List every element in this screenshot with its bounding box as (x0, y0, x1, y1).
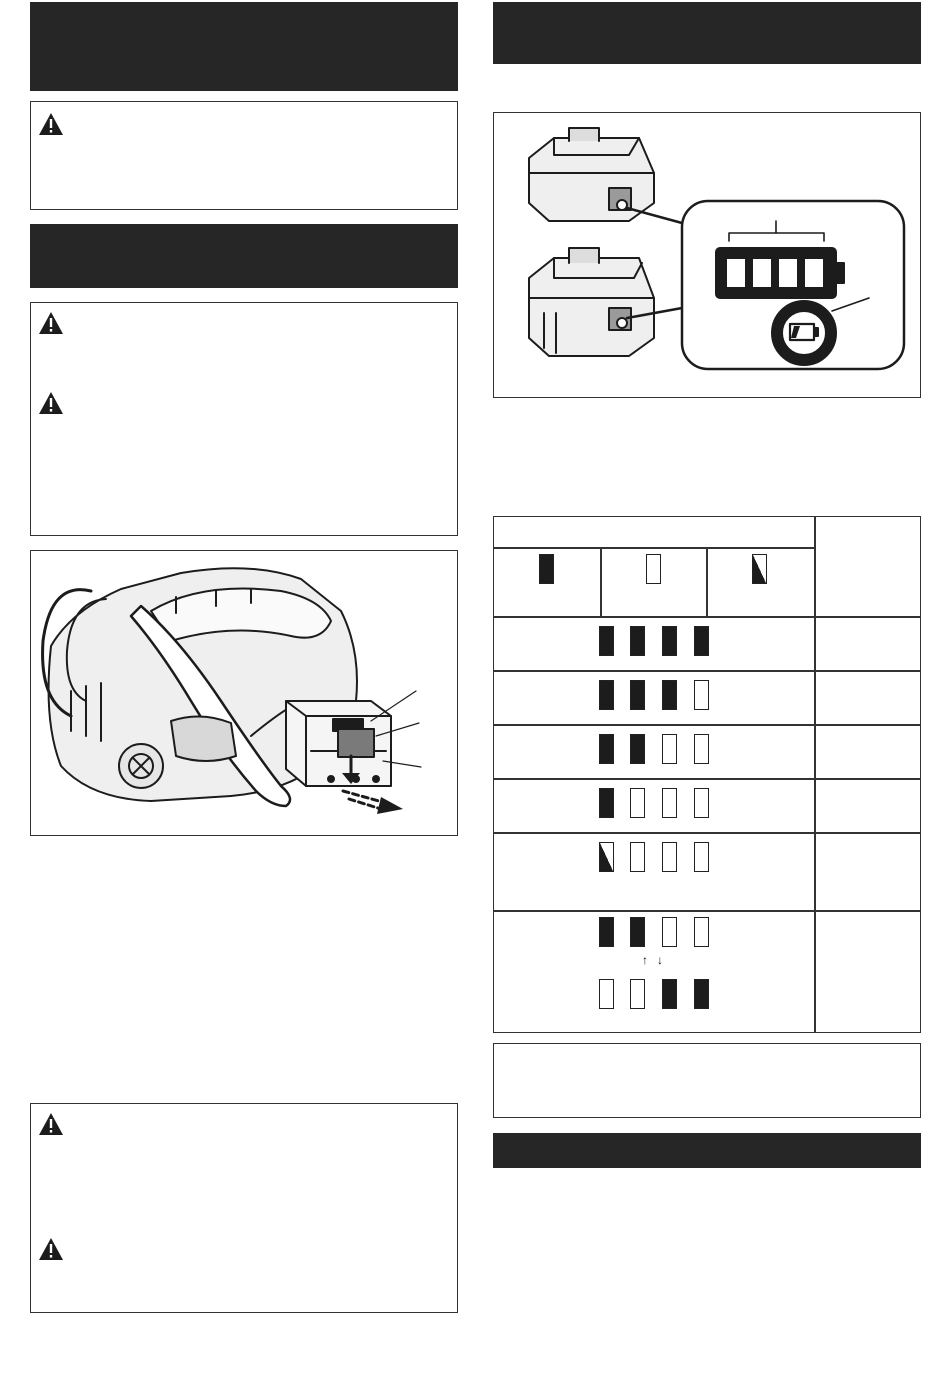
warning-triangle-icon (38, 391, 64, 415)
note-box (493, 1043, 921, 1118)
legend-lighted-indicator (539, 554, 554, 584)
indicator-lamp (694, 979, 709, 1009)
section-header-band (30, 2, 458, 91)
warning-triangle-icon (38, 311, 64, 335)
indicator-lamp (599, 788, 614, 818)
warning-triangle-icon (38, 1237, 64, 1261)
warning-box (30, 302, 458, 536)
indicator-lamp (662, 680, 677, 710)
chainsaw-battery-illustration (30, 550, 458, 836)
indicator-lamp (694, 626, 709, 656)
indicator-lamp (694, 842, 709, 872)
legend-blinking-indicator (752, 554, 767, 584)
table-header-col-divider (600, 547, 602, 617)
indicator-lamp (630, 917, 645, 947)
indicator-lamp (694, 917, 709, 947)
indicator-lamp (694, 788, 709, 818)
indicator-lamp (599, 626, 614, 656)
indicator-lamp (599, 842, 614, 872)
table-row-divider (494, 910, 920, 912)
battery-indicator-illustration (493, 112, 921, 398)
warning-box (30, 1103, 458, 1313)
table-row-divider (494, 778, 920, 780)
indicator-lamp (630, 979, 645, 1009)
table-row-divider (494, 670, 920, 672)
indicator-lamp (662, 734, 677, 764)
chainsaw-drawing (31, 551, 456, 834)
table-header-col-divider (706, 547, 708, 617)
indicator-lamp (630, 842, 645, 872)
indicator-lamp (694, 680, 709, 710)
legend-off-indicator (646, 554, 661, 584)
warning-triangle-icon (38, 1112, 64, 1136)
table-row-divider (494, 724, 920, 726)
battery-drawing (494, 113, 919, 396)
warning-box (30, 101, 458, 210)
indicator-lamp (630, 734, 645, 764)
indicator-table (493, 516, 921, 1033)
table-col-separator (814, 517, 816, 1032)
indicator-lamp (599, 734, 614, 764)
indicator-lamp (630, 680, 645, 710)
indicator-lamp (694, 734, 709, 764)
arrow-up-icon: ↑ (642, 953, 648, 967)
indicator-lamp (662, 979, 677, 1009)
indicator-lamp (662, 842, 677, 872)
indicator-lamp (630, 626, 645, 656)
section-header-band (30, 224, 458, 288)
indicator-lamp (630, 788, 645, 818)
table-header-divider (494, 547, 814, 549)
indicator-lamp (662, 788, 677, 818)
table-row-divider (494, 832, 920, 834)
warning-triangle-icon (38, 112, 64, 136)
arrow-down-icon: ↓ (657, 953, 663, 967)
indicator-lamp (599, 917, 614, 947)
section-header-band (493, 1133, 921, 1168)
table-row-divider (494, 616, 920, 618)
indicator-lamp (662, 917, 677, 947)
indicator-lamp (599, 680, 614, 710)
indicator-lamp (599, 979, 614, 1009)
indicator-lamp (662, 626, 677, 656)
section-header-band (493, 2, 921, 64)
